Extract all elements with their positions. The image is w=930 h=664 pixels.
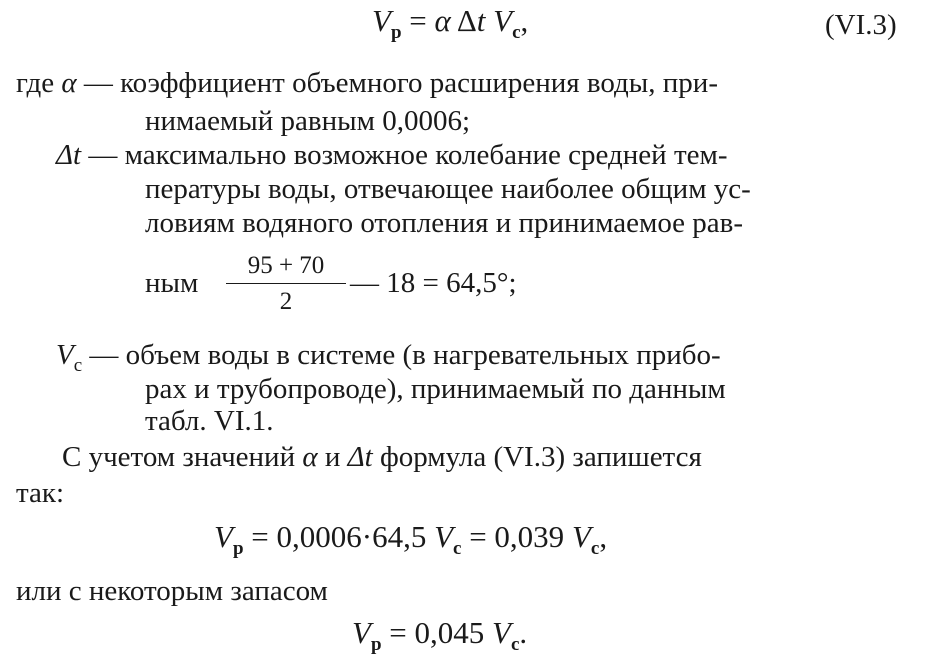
def-dt-line-2: пературы воды, отвечающее наиболее общим ус- (145, 173, 751, 205)
eq3-v2: V (492, 615, 511, 650)
eq1-t: t (476, 3, 486, 38)
def-vc-text-1: — объем воды в системе (в нагревательных прибо- (82, 339, 721, 371)
eq1-delta: Δ (450, 3, 477, 38)
def-dt-text-1: — максимально возможное колебание средней тем- (81, 139, 728, 171)
eq2-sub-c2: с (590, 538, 600, 559)
paragraph-line-2: так: (16, 477, 65, 509)
def-vc-line-3: табл. VI.1. (145, 405, 274, 437)
reserve-text: или с некоторым запасом (16, 575, 328, 607)
fraction-denominator: 2 (279, 288, 293, 315)
eq2-sub-p: р (232, 538, 244, 559)
equation-vi3 (372, 4, 528, 50)
def-alpha-line-1 (16, 66, 718, 100)
def-vc-sub: с (73, 355, 83, 376)
eq1-v2: V (485, 3, 513, 38)
eq2-tail: , (599, 519, 608, 554)
eq3-tail: . (519, 615, 528, 650)
def-dt-line-3: ловиям водяного отопления и принимаемое рав- (145, 207, 744, 239)
eq2-sub-c: с (453, 538, 462, 559)
eq1-sub-p: р (390, 22, 402, 43)
def-alpha-symbol: α (61, 67, 77, 99)
eq2-v: V (214, 519, 233, 554)
def-dt-line-4-end: — 18 = 64,5°; (350, 267, 517, 299)
equation-result (214, 520, 607, 566)
equation-number: (VI.3) (825, 9, 897, 41)
eq2-mid-2: = 0,039 (461, 519, 572, 554)
eq2-mid-1: = 0,0006·64,5 (243, 519, 435, 554)
eq1-v: V (372, 3, 391, 38)
fraction-95-70-over-2 (226, 252, 346, 316)
def-alpha-text-1: — коэффициент объемного расширения воды, при- (76, 67, 718, 99)
eq1-equals: = (401, 3, 435, 38)
fraction-numerator: 95 + 70 (247, 252, 325, 279)
def-alpha-line-2: нимаемый равным 0,0006; (145, 105, 471, 137)
def-dt-symbol: Δt (56, 139, 82, 171)
eq1-tail: , (520, 3, 529, 38)
eq1-sub-c: с (512, 22, 521, 43)
eq3-sub-p: р (370, 634, 382, 655)
def-vc-line-2: рах и трубопроводе), принимаемый по данным (145, 373, 726, 405)
def-alpha-lead: где (16, 67, 62, 99)
eq1-alpha: α (434, 3, 451, 38)
eq2-v3: V (571, 519, 591, 554)
equation-final (352, 616, 527, 662)
eq3-mid: = 0,045 (381, 615, 492, 650)
paragraph-line-1 (62, 440, 702, 474)
def-dt-line-4-start: ным (145, 267, 199, 299)
def-vc-symbol: V (56, 339, 74, 371)
eq3-sub-c: с (510, 634, 520, 655)
para-text-c: формула (VI.3) запишется (372, 441, 702, 473)
fraction-bar (226, 283, 346, 284)
para-alpha: α (302, 441, 318, 473)
eq2-v2: V (434, 519, 454, 554)
eq3-v: V (352, 615, 371, 650)
para-dt: Δt (347, 441, 373, 473)
def-dt-line-1 (56, 138, 728, 172)
para-text-b: и (317, 441, 348, 473)
para-text-a: С учетом значений (62, 441, 303, 473)
